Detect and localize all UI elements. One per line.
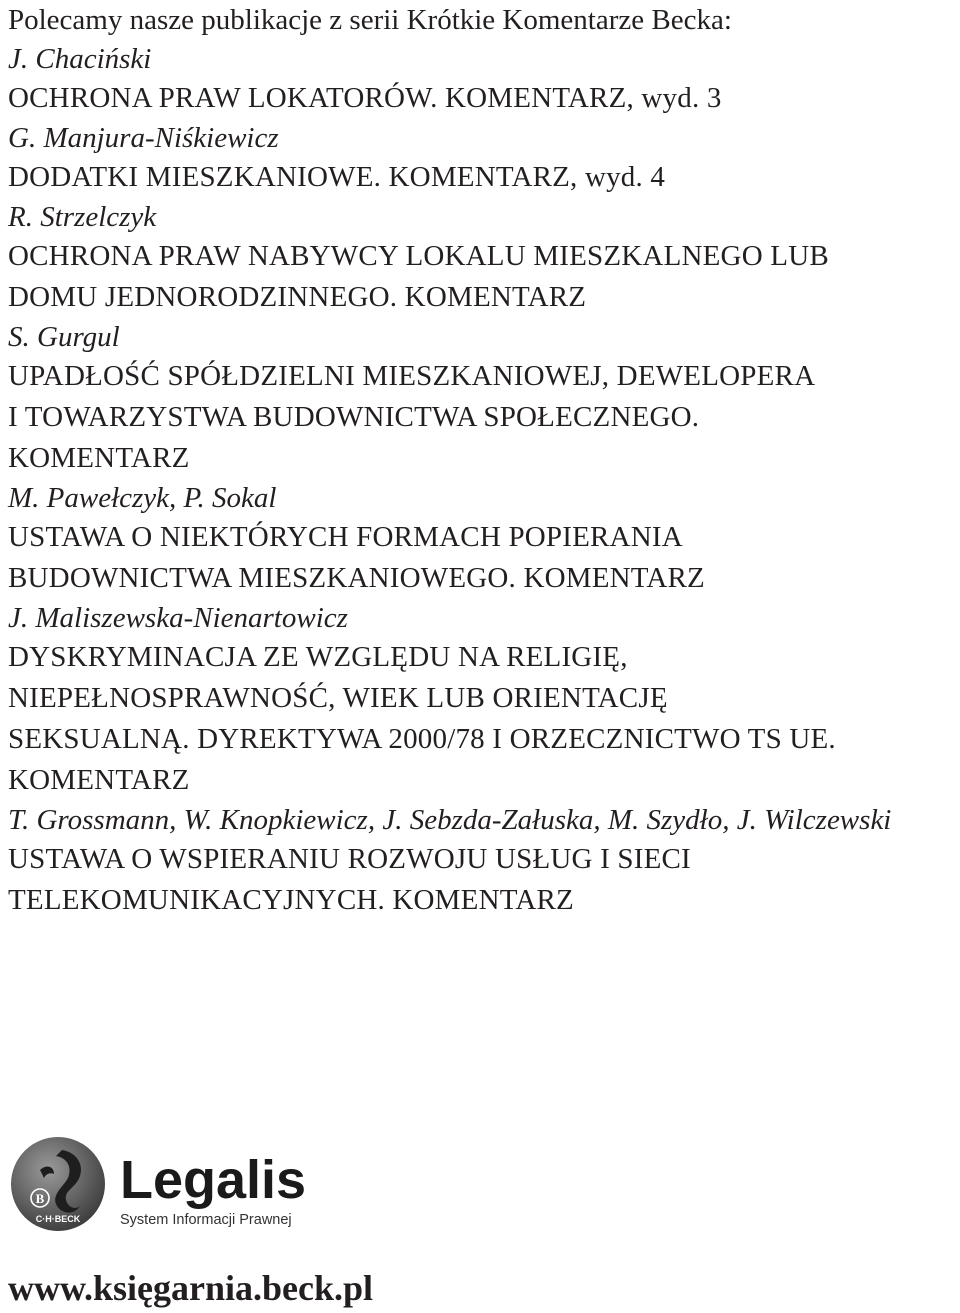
- publication-title: DOMU JEDNORODZINNEGO. KOMENTARZ: [8, 281, 587, 313]
- legalis-logo: [10, 1136, 370, 1232]
- emblem-letter: B: [35, 1191, 45, 1206]
- publication-author: M. Pawełczyk, P. Sokal: [8, 482, 277, 514]
- publication-title: OCHRONA PRAW LOKATORÓW. KOMENTARZ, wyd. 3: [8, 82, 722, 114]
- publication-title: USTAWA O WSPIERANIU ROZWOJU USŁUG I SIECI: [8, 843, 691, 875]
- publication-title: DODATKI MIESZKANIOWE. KOMENTARZ, wyd. 4: [8, 161, 666, 193]
- publication-title: DYSKRYMINACJA ZE WZGLĘDU NA RELIGIĘ,: [8, 641, 628, 673]
- publication-author: G. Manjura-Niśkiewicz: [8, 122, 279, 154]
- publication-author: R. Strzelczyk: [8, 201, 157, 233]
- publication-title: TELEKOMUNIKACYJNYCH. KOMENTARZ: [8, 884, 574, 916]
- publication-author: S. Gurgul: [8, 321, 120, 353]
- beck-emblem-icon: [10, 1136, 370, 1232]
- publication-title: SEKSUALNĄ. DYREKTYWA 2000/78 I ORZECZNICTWO TS UE.: [8, 723, 836, 755]
- publication-title: UPADŁOŚĆ SPÓŁDZIELNI MIESZKANIOWEJ, DEWELOPERA: [8, 360, 816, 392]
- website-link[interactable]: www.księgarnia.beck.pl: [8, 1268, 374, 1308]
- intro-text: Polecamy nasze publikacje z serii Krótkie Komentarze Becka:: [8, 4, 732, 36]
- publication-item: [8, 479, 954, 599]
- publication-title: NIEPEŁNOSPRAWNOŚĆ, WIEK LUB ORIENTACJĘ: [8, 682, 668, 714]
- publication-title: USTAWA O NIEKTÓRYCH FORMACH POPIERANIA: [8, 521, 683, 553]
- emblem-text: C·H·BECK: [35, 1214, 81, 1224]
- publication-author: T. Grossmann, W. Knopkiewicz, J. Sebzda-Załuska, M. Szydło, J. Wilczewski: [8, 804, 892, 836]
- publication-title: KOMENTARZ: [8, 442, 190, 474]
- publication-list: [8, 40, 954, 921]
- publication-item: [8, 599, 954, 801]
- publication-item: [8, 40, 954, 119]
- publication-title: I TOWARZYSTWA BUDOWNICTWA SPOŁECZNEGO.: [8, 401, 700, 433]
- publication-title: BUDOWNICTWA MIESZKANIOWEGO. KOMENTARZ: [8, 562, 705, 594]
- publication-item: [8, 801, 954, 921]
- publication-title: OCHRONA PRAW NABYWCY LOKALU MIESZKALNEGO LUB: [8, 240, 829, 272]
- publication-title: KOMENTARZ: [8, 764, 190, 796]
- publication-item: [8, 318, 954, 479]
- brand-name: Legalis: [120, 1150, 307, 1210]
- publication-author: J. Chaciński: [8, 43, 152, 75]
- publication-item: [8, 119, 954, 198]
- publication-page: [8, 0, 954, 921]
- brand-tagline: System Informacji Prawnej: [120, 1212, 292, 1228]
- publication-item: [8, 198, 954, 318]
- publication-author: J. Maliszewska-Nienartowicz: [8, 602, 348, 634]
